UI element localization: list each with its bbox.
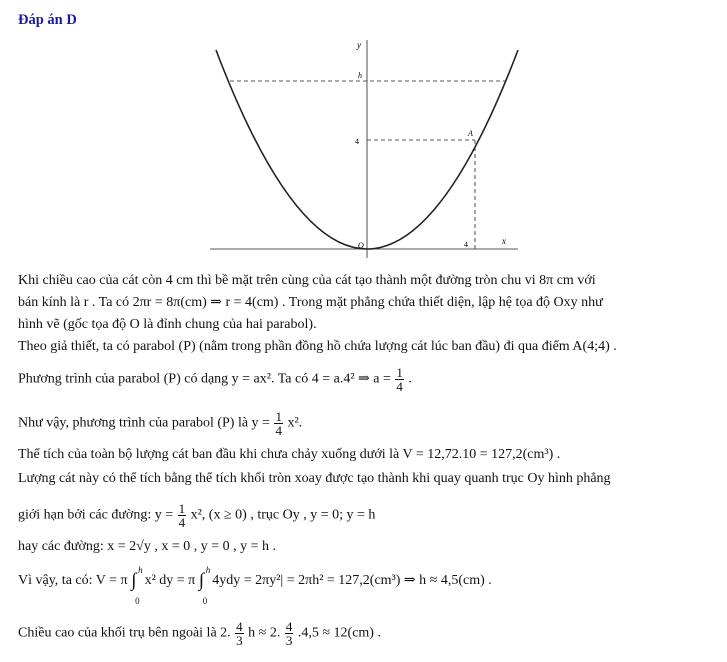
para-6: Lượng cát này có thể tích bằng thể tích khối tròn xoay được tạo thành khi quay quanh trục Oy hình phẳng bbox=[18, 471, 611, 486]
integral-1-lower: 0 bbox=[135, 596, 140, 606]
origin-label: O bbox=[358, 241, 364, 250]
para-10-mid: h ≈ 2. bbox=[248, 625, 281, 641]
para-1-line-3: hình vẽ (gốc tọa độ O là đỉnh chung của hai parabol). bbox=[18, 317, 317, 332]
fraction-r2-num: 4 bbox=[285, 619, 293, 634]
para-9-post: = 2πh² = 127,2(cm³) ⇒ h ≈ 4,5(cm) . bbox=[286, 573, 492, 589]
h-label: h bbox=[358, 71, 362, 80]
para-3 bbox=[18, 366, 717, 393]
fraction-q-num: 1 bbox=[178, 501, 186, 516]
para-1-line-2: bán kính là r . Ta có 2πr = 8π(cm) ⇒ r = 4(cm) . Trong mặt phẳng chứa thiết diện, lập hệ tọa độ Oxy như bbox=[18, 295, 603, 310]
parabola-figure bbox=[200, 30, 530, 260]
fraction-p-den: 4 bbox=[275, 423, 282, 438]
para-9-int2: 4ydy = 2πy²| bbox=[212, 573, 284, 589]
x-axis-label: x bbox=[502, 236, 506, 246]
fraction-p-num: 1 bbox=[275, 409, 282, 424]
fraction-r1-den: 3 bbox=[236, 633, 243, 648]
para-3-pre: Phương trình của parabol (P) có dạng y = ax². Ta có 4 = a.4² ⇒ a = bbox=[18, 371, 391, 387]
para-10-post: .4,5 ≈ 12(cm) . bbox=[297, 625, 381, 641]
fraction-a bbox=[395, 366, 404, 393]
para-1-line-1: Khi chiều cao của cát còn 4 cm thì bề mặt trên cùng của cát tạo thành một đường tròn chu vi 8π cm với bbox=[18, 273, 596, 288]
y-axis-label: y bbox=[357, 40, 361, 50]
fraction-q-den: 4 bbox=[178, 515, 186, 530]
fraction-r1 bbox=[235, 620, 244, 647]
para-7 bbox=[18, 502, 717, 529]
para-4 bbox=[18, 410, 717, 437]
y4-label: 4 bbox=[355, 137, 359, 146]
para-4-post: x². bbox=[287, 415, 303, 431]
para-7-post: x², (x ≥ 0) , trục Oy , y = 0; y = h bbox=[190, 507, 376, 523]
point-a-label: A bbox=[468, 129, 473, 138]
integral-sign-2: ∫ h 0 bbox=[199, 572, 209, 590]
x4-label: 4 bbox=[464, 240, 468, 249]
integral-2-lower: 0 bbox=[202, 596, 208, 606]
fraction-p bbox=[274, 410, 283, 437]
fraction-q bbox=[178, 502, 187, 529]
fraction-r2-den: 3 bbox=[285, 633, 293, 648]
para-3-post: . bbox=[408, 371, 412, 387]
para-9-int1: x² dy = π bbox=[144, 573, 196, 589]
para-7-pre: giới hạn bởi các đường: y = bbox=[18, 507, 174, 523]
para-10 bbox=[18, 620, 717, 647]
fraction-r2 bbox=[285, 620, 294, 647]
para-8: hay các đường: x = 2√y , x = 0 , y = 0 , y = h . bbox=[18, 539, 277, 554]
fraction-a-num: 1 bbox=[396, 365, 403, 380]
integral-2-upper: h bbox=[205, 565, 211, 575]
integral-sign-1: ∫ h 0 bbox=[131, 572, 141, 590]
answer-title: Đáp án D bbox=[18, 12, 77, 28]
para-10-pre: Chiều cao của khối trụ bên ngoài là 2. bbox=[18, 625, 231, 641]
para-4-pre: Như vậy, phương trình của parabol (P) là y = bbox=[18, 415, 270, 431]
fraction-r1-num: 4 bbox=[236, 619, 243, 634]
para-9-pre: Vì vậy, ta có: V = π bbox=[18, 573, 128, 589]
integral-1-upper: h bbox=[138, 565, 143, 575]
para-2: Theo giả thiết, ta có parabol (P) (nằm trong phần đồng hồ chứa lượng cát lúc ban đầu) đi qua điểm A(4;4) . bbox=[18, 339, 617, 354]
para-5: Thể tích của toàn bộ lượng cát ban đầu khi chưa chảy xuống dưới là V = 12,72.10 = 127,2(cm³) . bbox=[18, 447, 561, 462]
para-9 bbox=[18, 565, 717, 606]
fraction-a-den: 4 bbox=[396, 379, 403, 394]
